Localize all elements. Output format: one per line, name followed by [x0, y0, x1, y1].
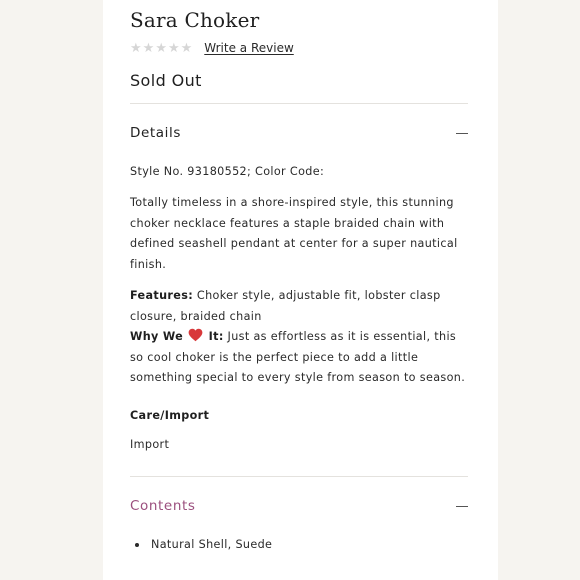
- details-heading: Details: [130, 125, 182, 141]
- heart-icon: [188, 328, 203, 342]
- stock-status: Sold Out: [130, 71, 202, 90]
- contents-item: Natural Shell, Suede: [151, 538, 273, 551]
- product-title: Sara Choker: [130, 8, 260, 32]
- why-we-love-label: Why We It:: [130, 330, 224, 343]
- features-label: Features:: [130, 289, 194, 302]
- care-import-text: Import: [130, 438, 170, 451]
- minus-icon[interactable]: [456, 133, 468, 134]
- style-number: Style No. 93180552; Color Code:: [130, 165, 325, 178]
- divider: [130, 103, 468, 104]
- list-item: [130, 538, 272, 551]
- details-accordion-header[interactable]: [130, 123, 468, 143]
- features-text: Choker style, adjustable fit, lobster clasp closure, braided chain: [130, 289, 441, 323]
- contents-heading: Contents: [130, 498, 196, 514]
- why-we-love-text: Just as effortless as it is essential, this so cool choker is the perfect piece to add a little something special to every style from season to season.: [130, 330, 466, 384]
- rating-row: [130, 40, 294, 56]
- star-icon: ★: [142, 40, 155, 56]
- product-description: Totally timeless in a shore-inspired style, this stunning choker necklace features a staple braided chain with defined seashell pendant at center for a super nautical finish.: [130, 196, 458, 271]
- write-review-link[interactable]: Write a Review: [204, 41, 294, 55]
- star-icon: ★: [167, 40, 180, 56]
- star-icon: ★: [130, 40, 142, 56]
- bullet-icon: [135, 543, 139, 547]
- divider: [130, 476, 468, 477]
- minus-icon[interactable]: [456, 506, 468, 507]
- star-icon: ★: [180, 40, 193, 56]
- features-paragraph: [130, 286, 470, 389]
- care-import-heading: Care/Import: [130, 409, 210, 422]
- contents-accordion-header[interactable]: [130, 496, 468, 516]
- star-rating[interactable]: [130, 42, 192, 55]
- star-icon: ★: [155, 40, 167, 56]
